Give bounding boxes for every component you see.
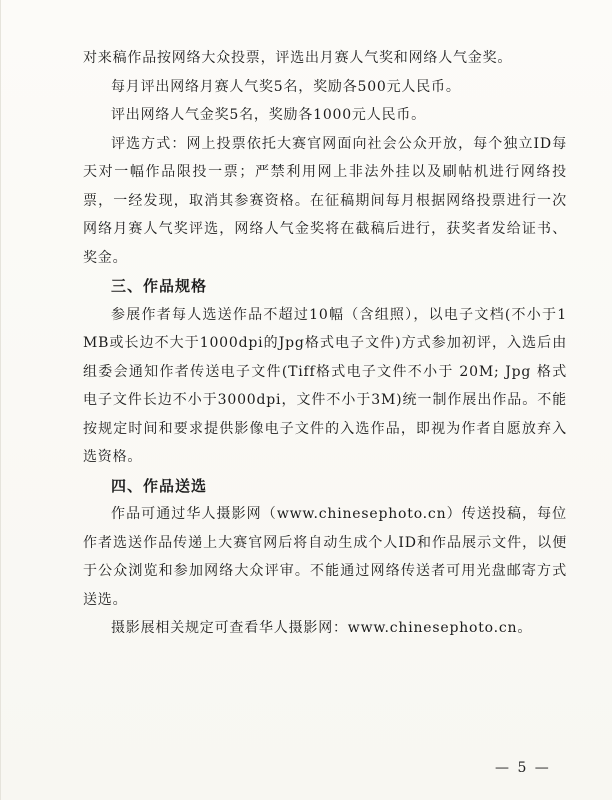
body-paragraph: 评出网络人气金奖5名，奖励各1000元人民币。 — [111, 107, 426, 123]
body-paragraph: 对来稿作品按网络大众投票，评选出月赛人气奖和网络人气金奖。 — [83, 50, 513, 66]
body-paragraph: 参展作者每人选送作品不超过10幅（含组照），以电子文档(不小于1MB或长边不大于1000dpi的Jpg格式电子文件)方式参加初评，入选后由组委会通知作者传送电子文件(Tiff格式电子文件不小于 20M; Jpg 格式电子文件长边不小于3000dpi，文件不小于3M)统一制作展出作品。不能按规定时间和要求提供影像电子文件的入选作品，即视为作者自愿放弃入选资格。 — [83, 306, 567, 465]
section-heading: 三、作品规格 — [111, 277, 208, 295]
body-paragraph: 评选方式：网上投票依托大赛官网面向社会公众开放，每个独立ID每天对一幅作品限投一票；严禁利用网上非法外挂以及刷帖机进行网络投票，一经发现，取消其参赛资格。在征稿期间每月根据网络投票进行一次网络月赛人气奖评选，网络人气金奖将在截稿后进行，获奖者发给证书、奖金。 — [83, 135, 567, 266]
page-number: — 5 — — [495, 760, 551, 776]
document-body — [83, 44, 567, 643]
body-paragraph: 摄影展相关规定可查看华人摄影网：www.chinesephoto.cn。 — [111, 620, 533, 636]
body-paragraph: 作品可通过华人摄影网（www.chinesephoto.cn）传送投稿，每位作者选送作品传递上大赛官网后将自动生成个人ID和作品展示文件，以便于公众浏览和参加网络大众评审。不能通过网络传送者可用光盘邮寄方式送选。 — [83, 506, 567, 608]
body-paragraph: 每月评出网络月赛人气奖5名，奖励各500元人民币。 — [111, 78, 461, 95]
section-heading: 四、作品送选 — [111, 476, 208, 495]
